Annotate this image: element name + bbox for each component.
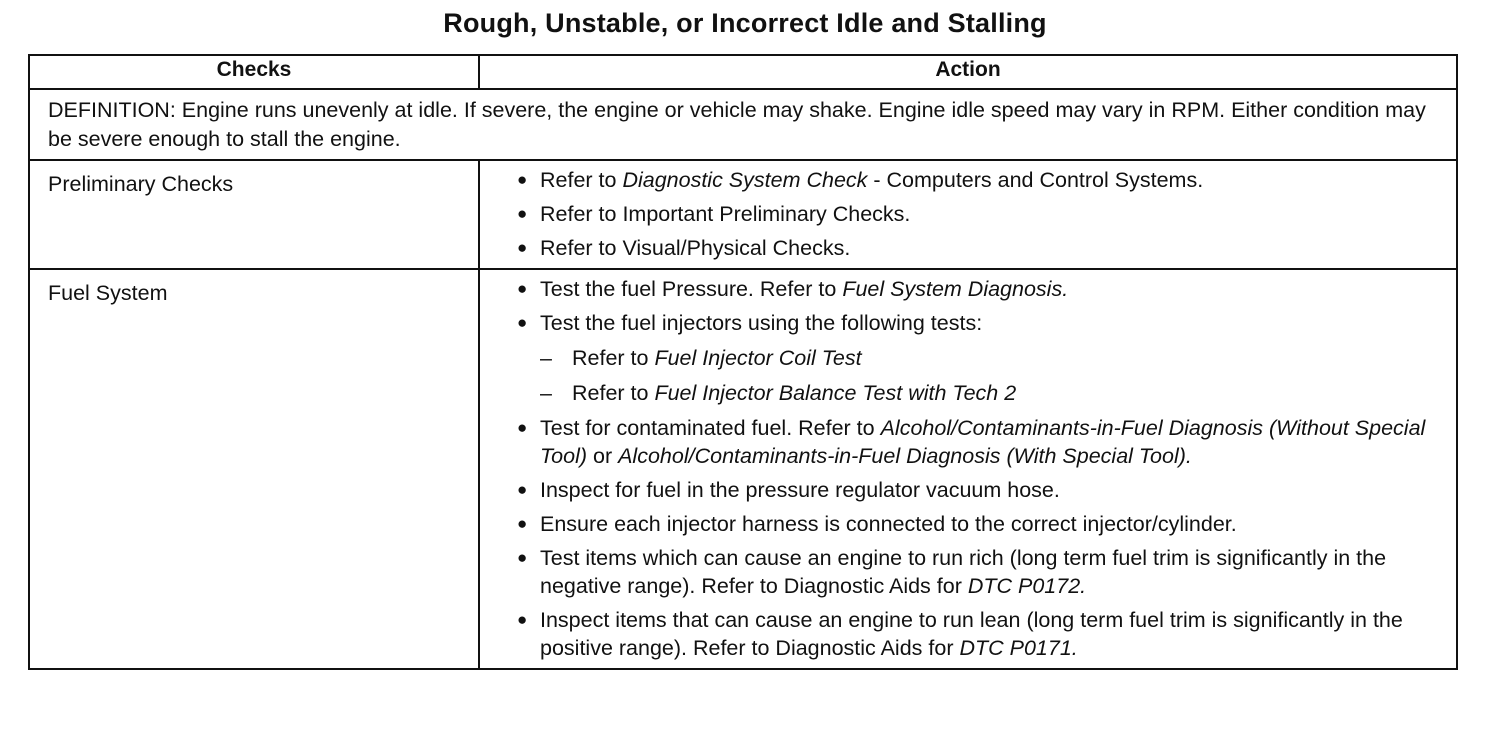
action-header: Action xyxy=(479,55,1457,89)
action-text: Inspect for fuel in the pressure regulator vacuum hose. xyxy=(540,478,1060,502)
action-reference: Fuel Injector Coil Test xyxy=(654,346,862,370)
action-text: Test the fuel Pressure. Refer to xyxy=(540,277,843,301)
sub-action-item xyxy=(540,379,1446,407)
action-reference: Diagnostic System Check xyxy=(622,168,868,192)
definition-row xyxy=(29,89,1457,160)
action-item xyxy=(515,544,1446,600)
action-reference: DTC P0171. xyxy=(959,636,1078,660)
bullet-icon: ● xyxy=(517,480,528,499)
action-text: Refer to Visual/Physical Checks. xyxy=(540,236,851,260)
bullet-icon: ● xyxy=(517,238,528,257)
bullet-icon: ● xyxy=(517,548,528,567)
action-item xyxy=(515,414,1446,470)
bullet-icon: ● xyxy=(517,170,528,189)
header-row xyxy=(29,55,1457,89)
table-row xyxy=(29,269,1457,669)
action-text: Test for contaminated fuel. Refer to xyxy=(540,416,881,440)
bullet-icon: ● xyxy=(517,279,528,298)
dash-icon: – xyxy=(540,381,552,405)
action-text: Test items which can cause an engine to run rich (long term fuel trim is significantly in the negative range). Refer to Diagnostic Aids for xyxy=(540,546,1387,598)
action-item xyxy=(515,166,1446,194)
sub-action-list xyxy=(540,344,1446,407)
action-item xyxy=(515,309,1446,407)
bullet-icon: ● xyxy=(517,418,528,437)
bullet-icon: ● xyxy=(517,610,528,629)
check-cell: Preliminary Checks xyxy=(29,160,479,269)
diagnostic-table xyxy=(28,54,1458,670)
action-text: - Computers and Control Systems. xyxy=(867,168,1204,192)
action-reference: DTC P0172. xyxy=(967,574,1087,598)
action-text: Refer to xyxy=(572,346,655,370)
bullet-icon: ● xyxy=(517,313,528,332)
action-item xyxy=(515,275,1446,303)
action-text: Inspect items that can cause an engine to run lean (long term fuel trim is significantly in the positive range). Refer to Diagnostic Aids for xyxy=(540,608,1403,660)
action-item xyxy=(515,234,1446,262)
action-text: or xyxy=(587,444,619,468)
action-cell xyxy=(479,160,1457,269)
document-title: Rough, Unstable, or Incorrect Idle and Stalling xyxy=(443,8,1047,38)
action-list xyxy=(515,275,1446,662)
action-reference: Fuel System Diagnosis. xyxy=(842,277,1069,301)
action-text: Ensure each injector harness is connected to the correct injector/cylinder. xyxy=(540,512,1237,536)
bullet-icon: ● xyxy=(517,514,528,533)
action-text: Refer to xyxy=(540,168,623,192)
action-item xyxy=(515,476,1446,504)
action-reference: Alcohol/Contaminants-in-Fuel Diagnosis (With Special Tool). xyxy=(618,444,1192,468)
action-list xyxy=(515,166,1446,262)
dash-icon: – xyxy=(540,346,552,370)
definition-text: DEFINITION: Engine runs unevenly at idle. If severe, the engine or vehicle may shake. Engine idle speed may vary in RPM. Either condition may be severe enough to stall the engine. xyxy=(29,89,1457,160)
action-text: Refer to xyxy=(572,381,655,405)
action-text: Refer to Important Preliminary Checks. xyxy=(540,202,911,226)
action-item xyxy=(515,606,1446,662)
action-item xyxy=(515,200,1446,228)
table-row xyxy=(29,160,1457,269)
checks-header: Checks xyxy=(29,55,479,89)
check-cell: Fuel System xyxy=(29,269,479,669)
action-reference: Alcohol/Contaminants-in-Fuel Diagnosis (Without Special Tool) xyxy=(540,416,1426,468)
action-text: Test the fuel injectors using the following tests: xyxy=(540,311,983,335)
sub-action-item xyxy=(540,344,1446,372)
bullet-icon: ● xyxy=(517,204,528,223)
action-reference: Fuel Injector Balance Test with Tech 2 xyxy=(654,381,1017,405)
action-cell xyxy=(479,269,1457,669)
action-item xyxy=(515,510,1446,538)
